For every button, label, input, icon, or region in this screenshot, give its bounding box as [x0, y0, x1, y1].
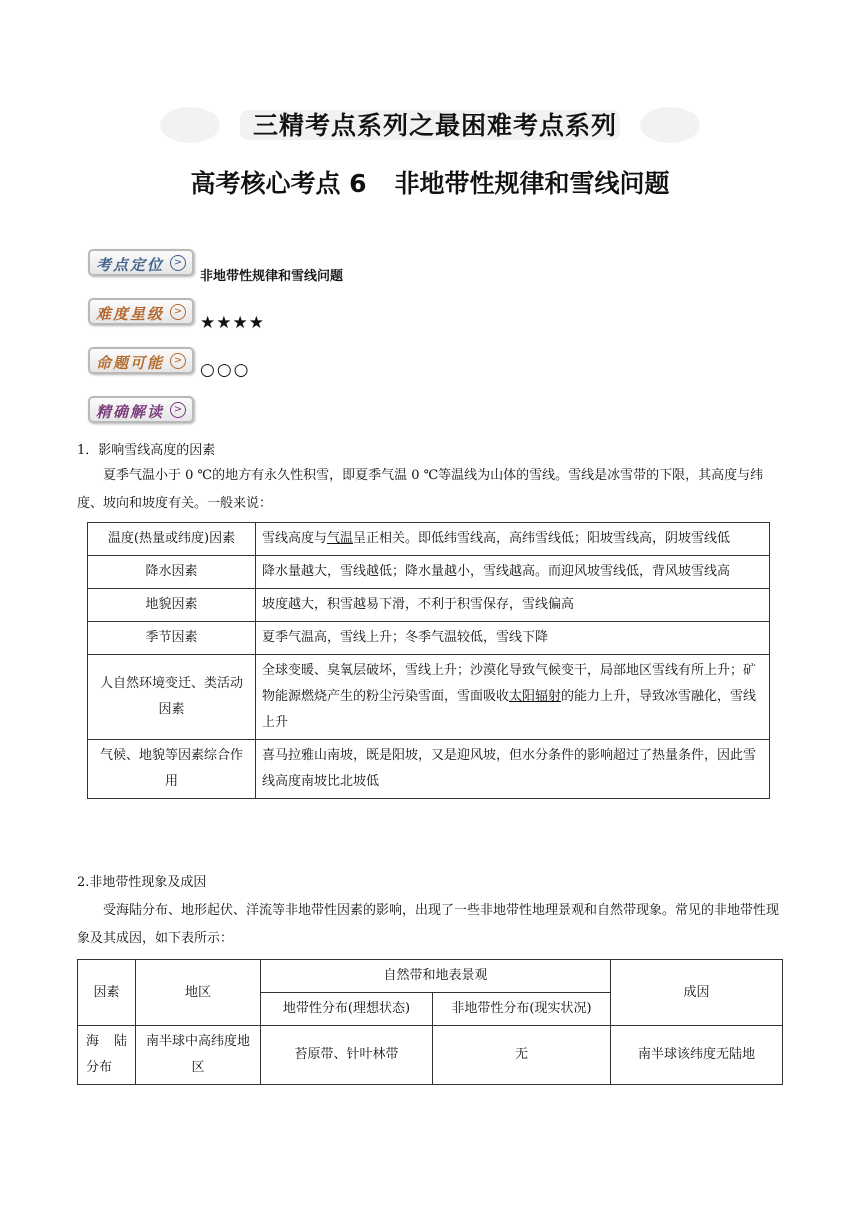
section2-heading: 2.非地带性现象及成因	[77, 875, 207, 890]
difficulty-stars: ★★★★	[200, 313, 265, 333]
azonal-phenomena-table	[77, 959, 783, 1085]
likelihood-circles: ○○○	[200, 360, 251, 380]
arrow-circle-icon: >	[170, 402, 186, 418]
page-header	[0, 108, 860, 202]
table-header-row	[78, 960, 783, 993]
series-title: 三精考点系列之最困难考点系列	[252, 111, 617, 140]
desc-cell: 降水量越大，雪线越低；降水量越小，雪线越高。而迎风坡雪线低，背风坡雪线高	[256, 556, 770, 589]
header-azonal: 非地带性分布(现实状况)	[433, 993, 611, 1026]
table-row	[88, 655, 770, 740]
section1-paragraph: 夏季气温小于 0 ℃的地方有永久性积雪，即夏季气温 0 ℃等温线为山体的雪线。雪线是冰雪带的下限，其高度与纬度、坡向和坡度有关。一般来说：	[77, 468, 764, 511]
cell-region: 南半球中高纬度地区	[136, 1026, 261, 1085]
link-temperature[interactable]: 气温	[327, 531, 354, 546]
link-solar-radiation[interactable]: 太阳辐射	[509, 689, 562, 704]
header-factor: 因素	[78, 960, 136, 1026]
factor-cell: 人自然环境变迁、类活动因素	[88, 655, 256, 740]
section1-heading: 1．影响雪线高度的因素	[77, 443, 216, 458]
cell-zonal: 苔原带、针叶林带	[261, 1026, 433, 1085]
factor-cell: 气候、地貌等因素综合作用	[88, 740, 256, 799]
table-row	[88, 622, 770, 655]
badge-label: 精确解读	[96, 403, 165, 421]
table-row	[88, 523, 770, 556]
badge-kaodian-dingwei	[88, 249, 194, 276]
header-zonal: 地带性分布(理想状态)	[261, 993, 433, 1026]
factor-cell: 地貌因素	[88, 589, 256, 622]
badge-label: 难度星级	[96, 305, 165, 323]
arrow-circle-icon: >	[170, 304, 186, 320]
table-row	[88, 740, 770, 799]
table-row	[88, 589, 770, 622]
cell-factor: 海 陆分布	[78, 1026, 136, 1085]
desc-cell: 坡度越大，积雪越易下滑，不利于积雪保存，雪线偏高	[256, 589, 770, 622]
desc-cell: 全球变暖、臭氧层破坏，雪线上升；沙漠化导致气候变干，局部地区雪线有所上升；矿物能源燃烧产生的粉尘污染雪面，雪面吸收太阳辐射的能力上升，导致冰雪融化，雪线上升	[256, 655, 770, 740]
arrow-circle-icon: >	[170, 353, 186, 369]
factor-cell: 温度(热量或纬度)因素	[88, 523, 256, 556]
topic-title	[0, 166, 860, 202]
header-cause: 成因	[611, 960, 783, 1026]
topic-name: 非地带性规律和雪线问题	[394, 169, 670, 198]
badge-value-topic: 非地带性规律和雪线问题	[200, 269, 344, 284]
badge-mingti-keneng	[88, 347, 194, 374]
table-row	[88, 556, 770, 589]
factor-cell: 降水因素	[88, 556, 256, 589]
badge-jingque-jiedu	[88, 396, 194, 423]
arrow-circle-icon: >	[170, 255, 186, 271]
badge-label: 考点定位	[96, 256, 165, 274]
badge-label: 命题可能	[96, 354, 165, 372]
desc-cell: 夏季气温高，雪线上升；冬季气温较低，雪线下降	[256, 622, 770, 655]
cell-azonal: 无	[433, 1026, 611, 1085]
header-group: 自然带和地表景观	[261, 960, 611, 993]
section2-paragraph: 受海陆分布、地形起伏、洋流等非地带性因素的影响，出现了一些非地带性地理景观和自然带现象。常见的非地带性现象及其成因，如下表所示：	[77, 903, 780, 946]
snowline-factors-table	[87, 522, 770, 799]
desc-cell: 雪线高度与气温呈正相关。即低纬雪线高，高纬雪线低；阳坡雪线高，阴坡雪线低	[256, 523, 770, 556]
header-region: 地区	[136, 960, 261, 1026]
topic-number: 高考核心考点 6	[190, 169, 367, 198]
badge-nandu-xingji	[88, 298, 194, 325]
cell-cause: 南半球该纬度无陆地	[611, 1026, 783, 1085]
desc-cell: 喜马拉雅山南坡，既是阳坡，又是迎风坡，但水分条件的影响超过了热量条件，因此雪线高度南坡比北坡低	[256, 740, 770, 799]
factor-cell: 季节因素	[88, 622, 256, 655]
table-row	[78, 1026, 783, 1085]
